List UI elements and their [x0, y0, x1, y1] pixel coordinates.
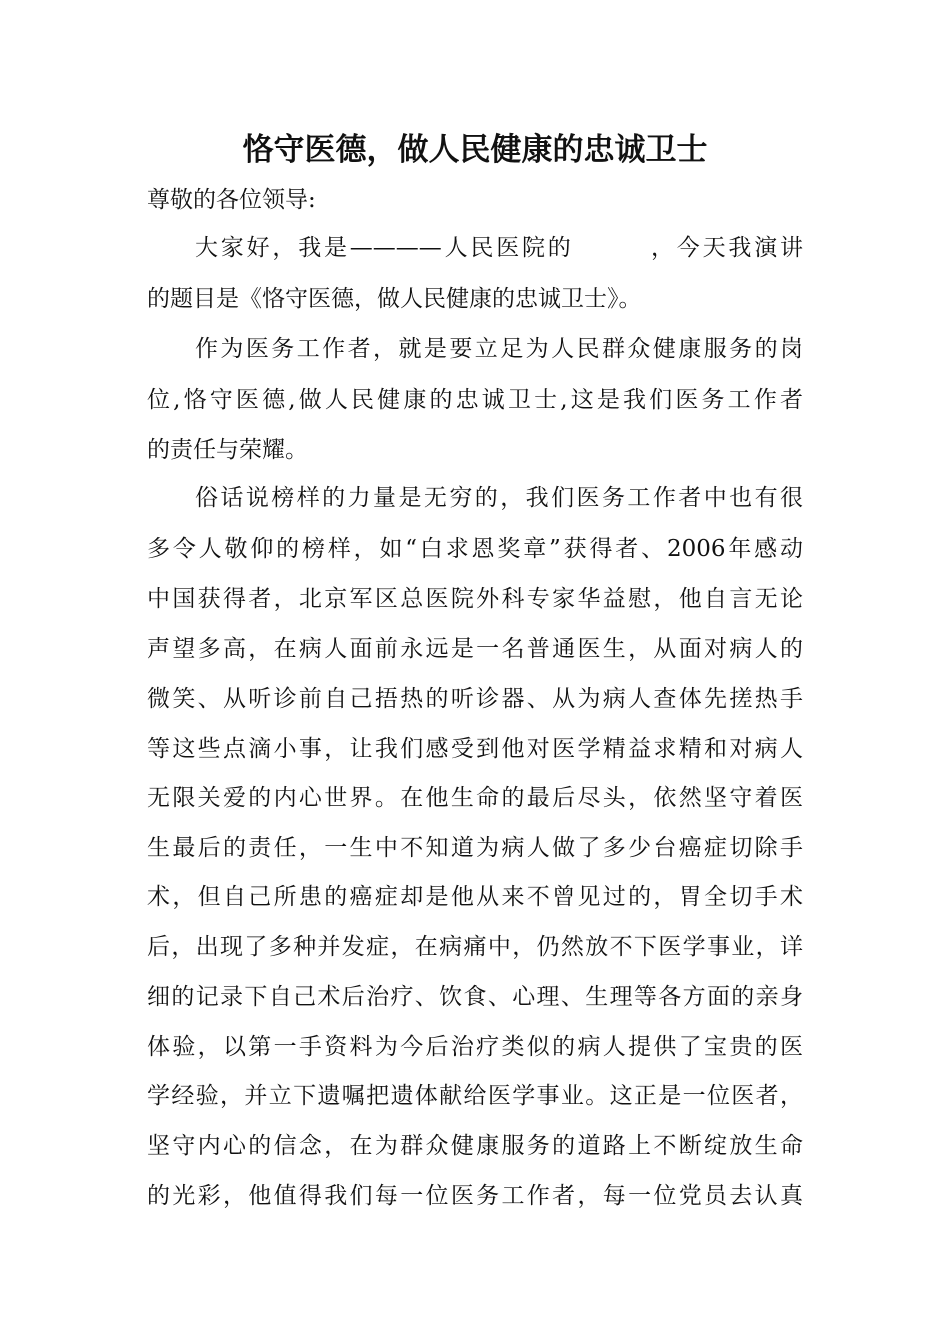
body-line: 体验，以第一手资料为今后治疗类似的病人提供了宝贵的医 [147, 1034, 803, 1060]
body-line: 后，出现了多种并发症，在病痛中，仍然放不下医学事业，详 [147, 934, 803, 960]
body-line: 微笑、从听诊前自己捂热的听诊器、从为病人查体先搓热手 [147, 686, 803, 712]
body-line: 作为医务工作者，就是要立足为人民群众健康服务的岗 [195, 336, 803, 362]
body-line: 等这些点滴小事，让我们感受到他对医学精益求精和对病人 [147, 736, 803, 762]
body-line: 多令人敬仰的榜样，如“白求恩奖章”获得者、2006年感动 [147, 536, 803, 562]
body-line: 术，但自己所患的癌症却是他从来不曾见过的，胃全切手术 [147, 884, 803, 910]
body-line: 细的记录下自己术后治疗、饮食、心理、生理等各方面的亲身 [147, 984, 803, 1010]
body-line: 位,恪守医德,做人民健康的忠诚卫士,这是我们医务工作者 [147, 387, 803, 413]
body-line: 的光彩，他值得我们每一位医务工作者，每一位党员去认真 [147, 1183, 803, 1209]
body-line: 学经验，并立下遗嘱把遗体献给医学事业。这正是一位医者， [147, 1083, 803, 1109]
body-line: 的题目是《恪守医德，做人民健康的忠诚卫士》。 [147, 286, 642, 312]
body-line: 大家好，我是————人民医院的 ，今天我演讲 [195, 235, 803, 261]
document-title: 恪守医德，做人民健康的忠诚卫士 [242, 132, 708, 168]
body-line: 的责任与荣耀。 [147, 437, 308, 463]
body-line: 声望多高，在病人面前永远是一名普通医生，从面对病人的 [147, 636, 803, 662]
body-line: 坚守内心的信念，在为群众健康服务的道路上不断绽放生命 [147, 1133, 803, 1159]
body-line: 生最后的责任，一生中不知道为病人做了多少台癌症切除手 [147, 835, 803, 861]
greeting-line: 尊敬的各位领导: [147, 187, 316, 213]
body-line: 俗话说榜样的力量是无穷的，我们医务工作者中也有很 [195, 485, 803, 511]
body-line: 无限关爱的内心世界。在他生命的最后尽头，依然坚守着医 [147, 785, 803, 811]
body-line: 中国获得者，北京军区总医院外科专家华益慰，他自言无论 [147, 586, 803, 612]
